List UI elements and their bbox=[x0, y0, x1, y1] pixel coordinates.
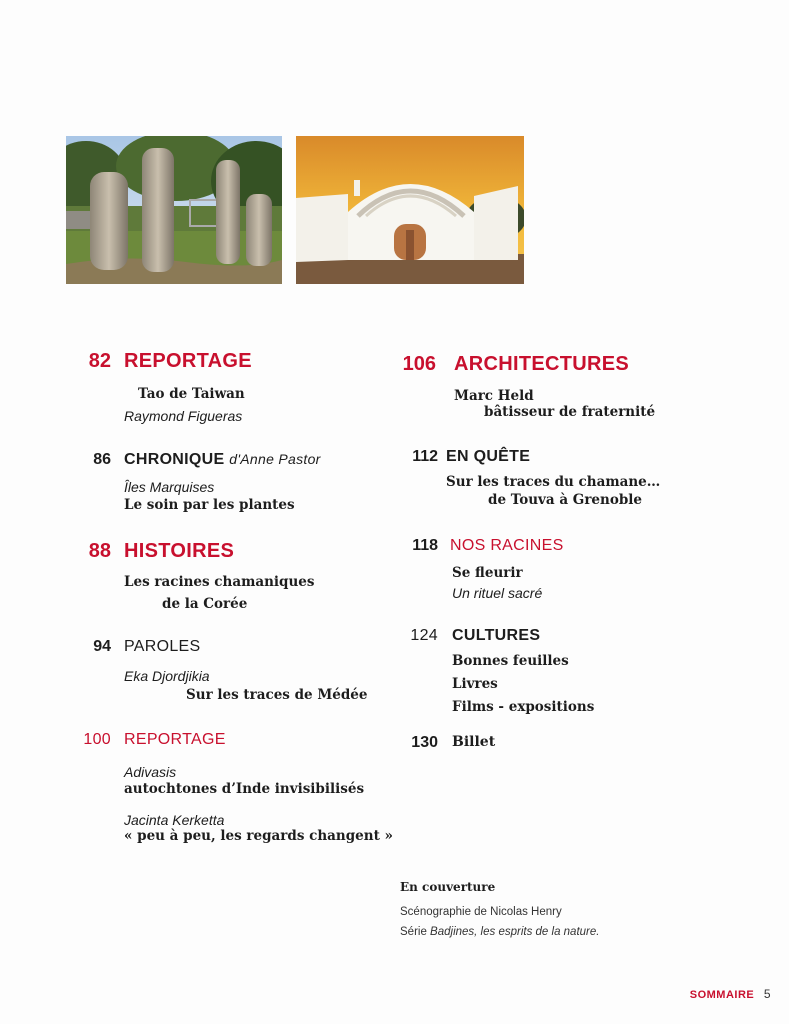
footer-label: SOMMAIRE bbox=[689, 989, 755, 1001]
section-title: PAROLES bbox=[124, 638, 201, 655]
article-title: « peu à peu, les regards changent » bbox=[124, 828, 393, 844]
subtitle: Un rituel sacré bbox=[452, 585, 543, 601]
footer-page-number: 5 bbox=[763, 987, 771, 1001]
article-title: Bonnes feuilles bbox=[452, 653, 569, 669]
page-number: 100 bbox=[83, 731, 111, 748]
cover-credit: Scénographie de Nicolas Henry bbox=[400, 906, 562, 918]
article-title: Films - expositions bbox=[452, 699, 595, 715]
page-footer bbox=[690, 987, 771, 1001]
section-title: CULTURES bbox=[452, 627, 541, 644]
author: Raymond Figueras bbox=[124, 408, 243, 424]
page-number: 94 bbox=[93, 638, 111, 655]
author: Jacinta Kerketta bbox=[124, 812, 225, 828]
article-title: de la Corée bbox=[162, 596, 248, 612]
article-title: Sur les traces de Médée bbox=[186, 687, 368, 703]
section-title: HISTOIRES bbox=[124, 540, 235, 562]
page-number: 112 bbox=[412, 448, 438, 465]
page-number: 130 bbox=[411, 734, 438, 751]
section-title: EN QUÊTE bbox=[446, 448, 531, 465]
page-number: 118 bbox=[412, 537, 438, 554]
article-title: autochtones d’Inde invisibilisés bbox=[124, 781, 365, 797]
page-number: 82 bbox=[88, 350, 111, 372]
subtitle: Îles Marquises bbox=[124, 479, 215, 495]
article-title: de Touva à Grenoble bbox=[488, 492, 642, 508]
section-author: d'Anne Pastor bbox=[229, 451, 321, 467]
article-title: bâtisseur de fraternité bbox=[484, 404, 656, 420]
subtitle: Adivasis bbox=[124, 764, 177, 780]
author: Eka Djordjikia bbox=[124, 668, 210, 684]
section-title: CHRONIQUE d'Anne Pastor bbox=[124, 451, 321, 468]
page-number: 86 bbox=[93, 451, 111, 468]
article-title: Tao de Taiwan bbox=[138, 386, 245, 402]
section-title: NOS RACINES bbox=[450, 537, 564, 554]
article-title: Les racines chamaniques bbox=[124, 574, 315, 590]
article-title: Se fleurir bbox=[452, 565, 523, 581]
article-title: Le soin par les plantes bbox=[124, 497, 295, 513]
article-title: Marc Held bbox=[454, 388, 534, 404]
white-building-photo bbox=[296, 136, 524, 284]
article-title: Livres bbox=[452, 676, 498, 692]
section-title: REPORTAGE bbox=[124, 350, 252, 372]
cover-heading: En couverture bbox=[400, 880, 496, 894]
section-title: Billet bbox=[452, 734, 496, 750]
article-title: Sur les traces du chamane… bbox=[446, 474, 661, 490]
cover-series: Série Badjines, les esprits de la nature. bbox=[400, 926, 600, 938]
standing-stones-photo bbox=[66, 136, 282, 284]
page-number: 124 bbox=[410, 627, 438, 644]
page-number: 88 bbox=[88, 540, 111, 562]
page-number: 106 bbox=[402, 353, 436, 375]
section-title: ARCHITECTURES bbox=[454, 353, 630, 375]
section-title: REPORTAGE bbox=[124, 731, 226, 748]
